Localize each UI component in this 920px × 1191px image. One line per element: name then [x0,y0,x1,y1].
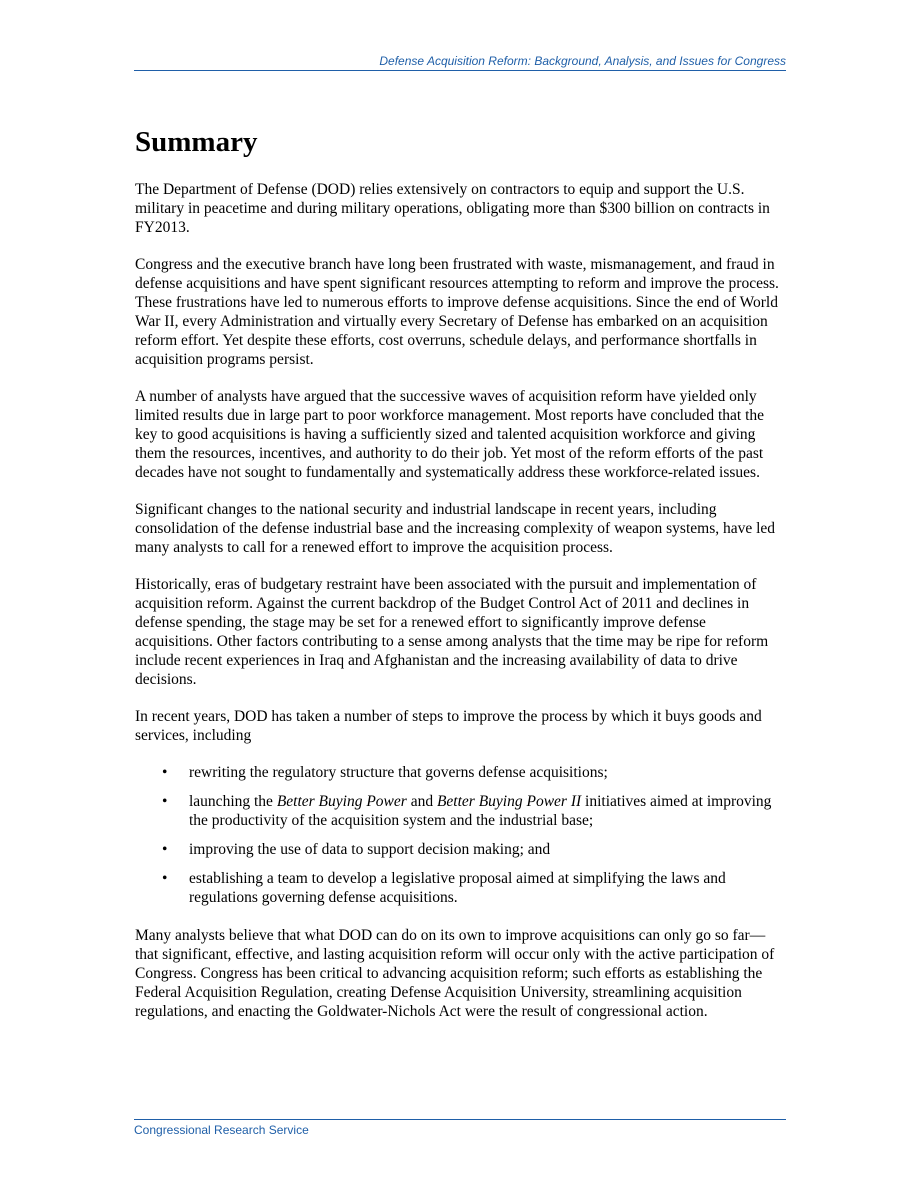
paragraph-budgetary-restraint: Historically, eras of budgetary restraint have been associated with the pursuit and implementation of acquisition reform. Against the current backdrop of the Budget Control Act of 2011 and declines in defense spending, the stage may be set for a renewed effort to significantly improve defense acquisitions. Other factors contributing to a sense among analysts that the time may be ripe for reform include recent experiences in Iraq and Afghanistan and the increasing availability of data to drive decisions. [135,576,769,688]
list-item [135,869,787,907]
bullet-icon: • [162,764,168,781]
bullet-icon: • [162,870,168,887]
initiative-name-bbp: Better Buying Power [276,793,407,810]
bullet-icon: • [162,841,168,858]
list-item-text-suffix: initiatives aimed at improving the productivity of the acquisition system and the industrial base; [189,793,772,829]
page-title: Summary [135,126,258,158]
paragraph-recent-steps-intro: In recent years, DOD has taken a number of steps to improve the process by which it buys goods and services, including [135,708,762,744]
list-item-text: rewriting the regulatory structure that governs defense acquisitions; [189,764,608,781]
list-item-text-mid: and [406,793,437,810]
summary-section [135,124,787,1021]
list-item-text: improving the use of data to support decision making; and [189,841,551,858]
initiative-name-bbp2: Better Buying Power II [436,793,582,810]
list-item [135,763,787,782]
list-item [135,792,787,830]
page-footer [134,1119,786,1137]
paragraph-landscape-changes: Significant changes to the national security and industrial landscape in recent years, including consolidation of the defense industrial base and the increasing complexity of weapon systems, have led many analysts to call for a renewed effort to improve the acquisition process. [135,501,776,556]
bullet-icon: • [162,793,168,810]
list-item-text-prefix: launching the [189,793,277,810]
list-item-text: establishing a team to develop a legislative proposal aimed at simplifying the laws and regulations governing defense acquisitions. [189,870,726,906]
running-title: Defense Acquisition Reform: Background, Analysis, and Issues for Congress [379,54,786,68]
page-header [134,54,786,71]
footer-organization: Congressional Research Service [134,1123,309,1137]
paragraph-workforce-management: A number of analysts have argued that the successive waves of acquisition reform have yielded only limited results due in large part to poor workforce management. Most reports have concluded that the key to good acquisitions is having a sufficiently sized and talented acquisition workforce and giving them the resources, incentives, and authority to do their job. Yet most of the reform efforts of the past decades have not sought to fundamentally and systematically address these workforce-related issues. [135,388,764,481]
paragraph-congress-role: Many analysts believe that what DOD can do on its own to improve acquisitions can only go so far—that significant, effective, and lasting acquisition reform will occur only with the active participation of Congress. Congress has been critical to advancing acquisition reform; such efforts as establishing the Federal Acquisition Regulation, creating Defense Acquisition University, streamlining acquisition regulations, and enacting the Goldwater-Nichols Act were the result of congressional action. [135,927,775,1020]
list-item [135,840,787,859]
paragraph-contractor-reliance: The Department of Defense (DOD) relies extensively on contractors to equip and support the U.S. military in peacetime and during military operations, obligating more than $300 billion on contracts in FY2013. [135,181,770,236]
recent-steps-list [135,763,787,907]
paragraph-reform-frustrations: Congress and the executive branch have long been frustrated with waste, mismanagement, and fraud in defense acquisitions and have spent significant resources attempting to reform and improve the process. These frustrations have led to numerous efforts to improve defense acquisitions. Since the end of World War II, every Administration and virtually every Secretary of Defense has embarked on an acquisition reform effort. Yet despite these efforts, cost overruns, schedule delays, and performance shortfalls in acquisition programs persist. [135,256,779,368]
